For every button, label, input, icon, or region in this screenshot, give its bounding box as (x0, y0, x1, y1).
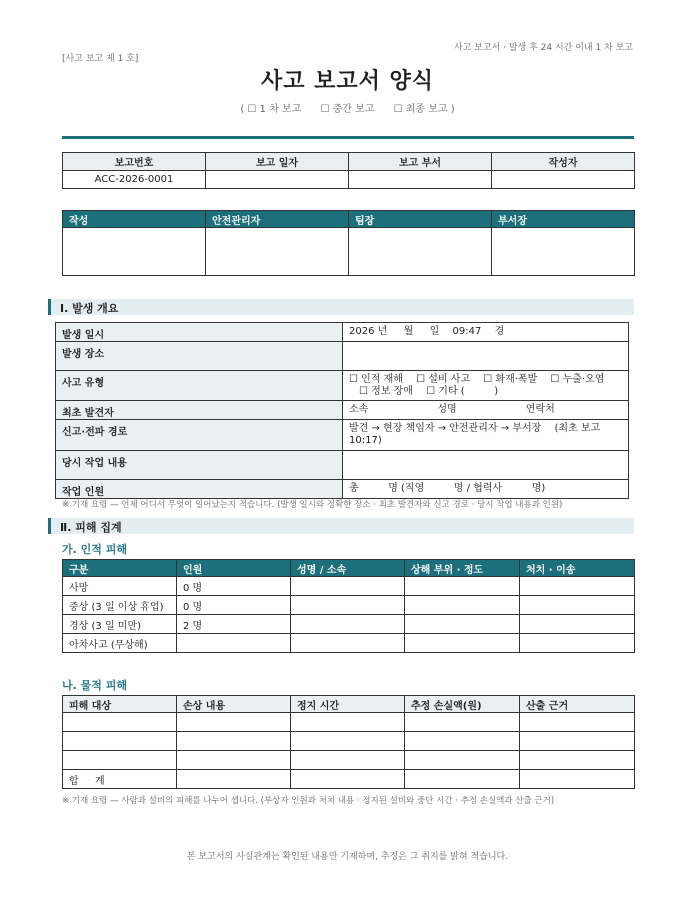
property-cell[interactable] (405, 732, 520, 751)
top-note: 사고 보고서 · 발생 후 24 시간 이내 1 차 보고 (453, 43, 633, 53)
sign-header-head: 부서장 (492, 211, 635, 228)
property-total-label: 합 계 (63, 770, 177, 789)
human-header-type: 구분 (63, 560, 177, 577)
property-cell[interactable] (405, 770, 520, 789)
human-header-count: 인원 (177, 560, 291, 577)
table-row (63, 713, 635, 732)
document-number: [사고 보고 제 1 호] (62, 54, 139, 64)
property-header-basis: 산출 근거 (520, 696, 635, 713)
overview-value[interactable]: 발견 → 현장 책임자 → 안전관리자 → 부서장 (최초 보고 10:17) (343, 420, 629, 451)
table-row (63, 634, 635, 653)
overview-label: 작업 인원 (56, 480, 343, 499)
incident-overview-table (55, 322, 629, 499)
human-cell[interactable] (405, 577, 520, 596)
report-meta-table (62, 152, 635, 189)
overview-value[interactable]: ☐ 인적 재해 ☐ 설비 사고 ☐ 화재·폭발 ☐ 누출·오염 ☐ 정보 장애 ☐ 기타 ( ) (343, 371, 629, 401)
section-1-header (48, 299, 634, 315)
property-cell[interactable] (63, 732, 177, 751)
property-cell[interactable] (405, 751, 520, 770)
table-row (63, 770, 635, 789)
property-header-loss: 추정 손실액(원) (405, 696, 520, 713)
meta-value-number[interactable]: ACC-2026-0001 (63, 171, 206, 189)
section-2-title: Ⅱ. 피해 집계 (60, 521, 122, 534)
page-title: 사고 보고서 양식 (260, 69, 435, 94)
property-cell[interactable] (177, 751, 291, 770)
sign-header-lead: 팀장 (349, 211, 492, 228)
property-damage-title: 나. 물적 피해 (62, 679, 127, 692)
human-cell[interactable] (291, 615, 405, 634)
sign-header-author: 작성 (63, 211, 206, 228)
meta-header-dept: 보고 부서 (349, 153, 492, 171)
report-option-final[interactable]: ☐ 최종 보고 ) (393, 104, 455, 115)
table-row (63, 596, 635, 615)
table-row (63, 577, 635, 596)
meta-value-dept[interactable] (349, 171, 492, 189)
property-cell[interactable] (520, 751, 635, 770)
property-cell[interactable] (177, 732, 291, 751)
meta-header-date: 보고 일자 (206, 153, 349, 171)
overview-label: 신고·전파 경로 (56, 420, 343, 451)
meta-header-number: 보고번호 (63, 153, 206, 171)
human-cell[interactable] (177, 634, 291, 653)
human-damage-table (62, 559, 635, 653)
section-2-note: ※ 기재 요령 — 사람과 설비의 피해를 나누어 셉니다. (부상자 인원과 처치 내용 · 정지된 설비와 중단 시간 · 추정 손실액과 산출 근거) (62, 796, 555, 806)
human-cell[interactable] (520, 596, 635, 615)
sign-header-safety: 안전관리자 (206, 211, 349, 228)
property-cell[interactable] (520, 732, 635, 751)
human-cell[interactable]: 0 명 (177, 596, 291, 615)
human-cell: 중상 (3 일 이상 휴업) (63, 596, 177, 615)
sign-box-head[interactable] (492, 228, 635, 276)
human-cell[interactable] (520, 634, 635, 653)
overview-value[interactable] (343, 342, 629, 371)
table-row (63, 751, 635, 770)
table-row (63, 732, 635, 751)
overview-label: 발생 일시 (56, 323, 343, 342)
meta-value-date[interactable] (206, 171, 349, 189)
sign-box-safety[interactable] (206, 228, 349, 276)
property-cell[interactable] (177, 713, 291, 732)
property-cell[interactable] (63, 713, 177, 732)
section-1-title: Ⅰ. 발생 개요 (60, 302, 119, 315)
overview-label: 발생 장소 (56, 342, 343, 371)
title-divider (62, 136, 634, 139)
human-cell[interactable]: 2 명 (177, 615, 291, 634)
human-cell[interactable] (520, 577, 635, 596)
property-cell[interactable] (291, 732, 405, 751)
property-cell[interactable] (405, 713, 520, 732)
human-cell: 사망 (63, 577, 177, 596)
property-header-downtime: 정지 시간 (291, 696, 405, 713)
sign-box-lead[interactable] (349, 228, 492, 276)
overview-value[interactable]: 2026 년 월 일 09:47 경 (343, 323, 629, 342)
overview-value[interactable]: 총 명 (직영 명 / 협력사 명) (343, 480, 629, 499)
overview-value[interactable]: 소속 성명 연락처 (343, 401, 629, 420)
human-cell[interactable] (405, 596, 520, 615)
section-1-note: ※ 기재 요령 — 언제 어디서 무엇이 일어났는지 적습니다. (발생 일시와 정확한 장소 · 최초 발견자와 신고 경로 · 당시 작업 내용과 인원) (62, 500, 563, 510)
page-footer: 본 보고서의 사실관계는 확인된 내용만 기재하며, 추정은 그 취지를 밝혀 적습니다. (186, 852, 509, 862)
human-cell[interactable]: 0 명 (177, 577, 291, 596)
property-cell[interactable] (520, 713, 635, 732)
human-cell[interactable] (291, 596, 405, 615)
human-header-treatment: 처치 · 이송 (520, 560, 635, 577)
table-row (63, 615, 635, 634)
property-header-damage: 손상 내용 (177, 696, 291, 713)
section-2-bar (48, 518, 51, 534)
section-2-header (48, 518, 634, 534)
report-type-options (0, 100, 695, 115)
human-cell[interactable] (291, 634, 405, 653)
human-cell[interactable] (405, 615, 520, 634)
overview-label: 최초 발견자 (56, 401, 343, 420)
meta-header-author: 작성자 (492, 153, 635, 171)
overview-label: 사고 유형 (56, 371, 343, 401)
property-damage-table (62, 695, 635, 789)
property-header-target: 피해 대상 (63, 696, 177, 713)
human-cell: 아차사고 (무상해) (63, 634, 177, 653)
approval-sign-table (62, 210, 635, 276)
meta-value-author[interactable] (492, 171, 635, 189)
property-cell[interactable] (291, 770, 405, 789)
section-1-bar (48, 299, 51, 315)
property-cell[interactable] (291, 713, 405, 732)
report-option-interim[interactable]: ☐ 중간 보고 (320, 104, 375, 115)
sign-box-author[interactable] (63, 228, 206, 276)
human-cell[interactable] (405, 634, 520, 653)
overview-value[interactable] (343, 451, 629, 480)
property-cell[interactable] (63, 751, 177, 770)
human-cell[interactable] (520, 615, 635, 634)
human-damage-title: 가. 인적 피해 (62, 543, 127, 556)
human-cell: 경상 (3 일 미만) (63, 615, 177, 634)
human-cell[interactable] (291, 577, 405, 596)
property-cell[interactable] (520, 770, 635, 789)
human-header-injury: 상해 부위 · 정도 (405, 560, 520, 577)
overview-label: 당시 작업 내용 (56, 451, 343, 480)
human-header-name: 성명 / 소속 (291, 560, 405, 577)
property-cell[interactable] (177, 770, 291, 789)
report-option-first[interactable]: ( ☐ 1 차 보고 (240, 104, 302, 115)
property-cell[interactable] (291, 751, 405, 770)
